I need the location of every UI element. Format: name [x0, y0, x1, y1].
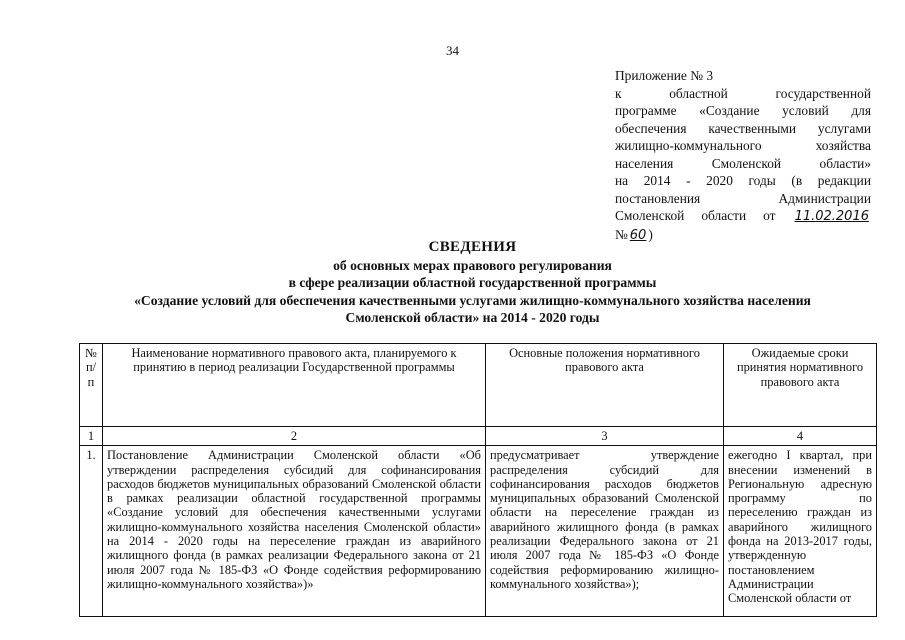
appendix-line: к областной государственной [615, 85, 871, 101]
heading-line: «Создание условий для обеспечения качественными услугами жилищно-коммунального хозяйства населения [134, 292, 811, 308]
appendix-title: Приложение № 3 [615, 68, 714, 83]
appendix-number-prefix: № [615, 226, 628, 242]
column-number: 1 [80, 427, 103, 446]
header-cell: № п/п [80, 344, 103, 427]
column-number: 3 [486, 427, 724, 446]
provisions-cell: предусматривает утверждение распределения субсидий для софинансирования расходов бюджетов муниципальных образований Смоленской области на переселение граждан из аварийного жилищного фонда (в рамках реализации Федерального закона от 21 июля 2007 года № 185-ФЗ «О Фонде содействия реформированию жилищно-коммунального хозяйства»); [486, 446, 724, 617]
heading-title: СВЕДЕНИЯ [428, 239, 517, 255]
page-number: 34 [446, 43, 459, 58]
column-number: 4 [724, 427, 877, 446]
appendix-number-suffix: ) [648, 226, 653, 242]
heading-line: Смоленской области» на 2014 - 2020 годы [345, 310, 600, 325]
header-cell: Основные положения нормативного правового акта [486, 344, 724, 427]
handwritten-number: 60 [629, 227, 647, 243]
appendix-line: жилищно-коммунального хозяйства [615, 138, 871, 153]
act-name-cell: Постановление Администрации Смоленской области «Об утверждении распределения субсидий для софинансирования расходов бюджетов муниципальных образований Смоленской области в рамках реализации областной государственной программы «Создание условий для обеспечения качественными услугами жилищно-коммунального хозяйства населения Смоленской области» на 2014 - 2020 годы на переселение граждан из аварийного жилищного фонда (в рамках реализации Федерального закона от 21 июля 2007 года № 185-ФЗ «О Фонде содействия реформированию жилищно-коммунального хозяйства»)» [103, 446, 486, 617]
column-number: 2 [103, 427, 486, 446]
heading-line: в сфере реализации областной государственной программы [288, 275, 657, 290]
handwritten-date: 11.02.2016 [794, 209, 869, 224]
appendix-line: на 2014 - 2020 годы (в редакции [615, 173, 871, 188]
appendix-block [615, 67, 871, 244]
appendix-line: населения Смоленской области» [615, 155, 871, 171]
row-number: 1. [80, 446, 103, 617]
appendix-line: постановления Администрации [615, 190, 871, 206]
terms-cell: ежегодно I квартал, при внесении изменений в Региональную адресную программу по переселению граждан из аварийного жилищного фонда на 2013-2017 годы, утвержденную постановлением Администрации Смоленской области от [724, 446, 877, 617]
header-cell: Наименование нормативного правового акта, планируемого к принятию в период реализации Государственной программы [103, 344, 486, 427]
appendix-line: программе «Создание условий для [615, 103, 871, 118]
table-header-row [80, 344, 877, 427]
appendix-line: обеспечения качественными услугами [615, 120, 871, 136]
column-number-row [80, 427, 877, 446]
header-cell: Ожидаемые сроки принятия нормативного правового акта [724, 344, 877, 427]
measures-table [79, 343, 877, 617]
heading-line: об основных мерах правового регулирования [333, 257, 612, 273]
document-heading [80, 239, 865, 327]
table-row [80, 446, 877, 617]
appendix-date-line [615, 207, 871, 226]
appendix-date-prefix: Смоленской области от [615, 208, 776, 223]
